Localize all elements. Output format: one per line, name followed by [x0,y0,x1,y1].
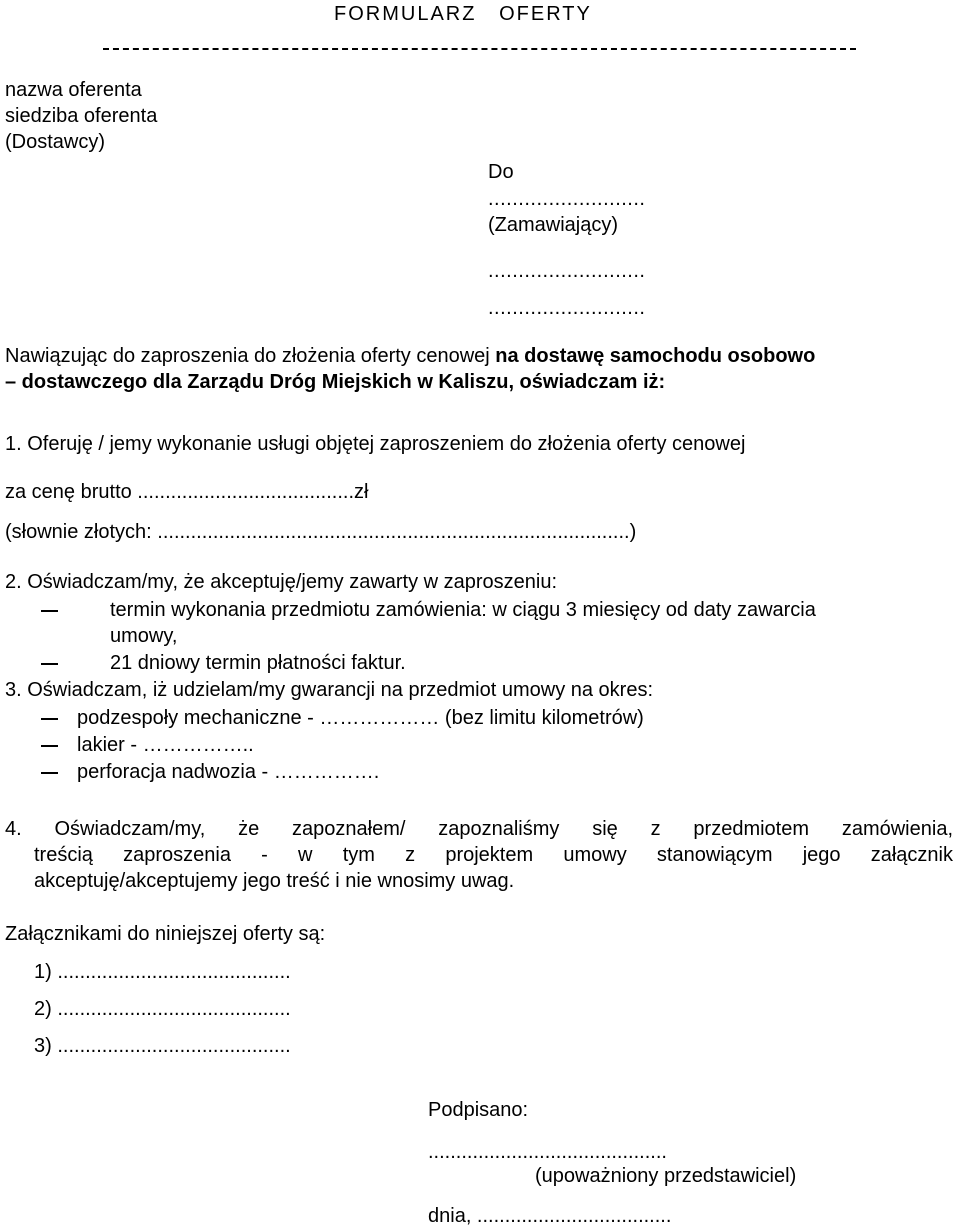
attachment-item-2: 2) .......................................... [34,998,291,1020]
client-label: (Zamawiający) [488,214,619,236]
point-2-item-2: 21 dniowy termin płatności faktur. [110,652,406,674]
bidder-seat-label: siedziba oferenta [5,105,158,127]
point-3-item-1: podzespoły mechaniczne - ……………… (bez limitu kilometrów) [77,707,644,729]
point-3-item-2: lakier - …………….. [77,734,254,756]
signed-label: Podpisano: [428,1099,529,1121]
to-label: Do [488,161,514,183]
point-4-line-1: 4. Oświadczam/my, że zapoznałem/ zapoznaliśmy się z przedmiotem zamówienia, [5,818,953,840]
bidder-name-label: nazwa oferenta [5,79,142,101]
point-4-line-3: akceptuję/akceptujemy jego treść i nie wnosimy uwag. [34,870,515,892]
addressee-dots-1: .......................... [488,188,646,210]
point-2-item-1: termin wykonania przedmiotu zamówienia: w ciągu 3 miesięcy od daty zawarcia [110,599,816,621]
list-dash [41,745,58,747]
intro-bold-1: na dostawę samochodu osobowo [495,345,816,367]
representative-label: (upoważniony przedstawiciel) [535,1165,797,1187]
list-dash [41,663,58,665]
supplier-label: (Dostawcy) [5,131,106,153]
list-dash [41,718,58,720]
addressee-dots-3: .......................... [488,297,646,319]
intro-bold-2: – dostawczego dla Zarządu Dróg Miejskich w Kaliszu, oświadczam iż: [5,371,666,393]
signature-dots: ........................................... [428,1141,667,1163]
addressee-dots-2: .......................... [488,260,646,282]
attachments-heading: Załącznikami do niniejszej oferty są: [5,923,326,945]
page-title: FORMULARZ OFERTY [334,3,592,25]
point-1-words: (słownie złotych: .....................................................................................) [5,521,637,543]
attachment-item-3: 3) .......................................... [34,1035,291,1057]
point-2-item-1-cont: umowy, [110,625,178,647]
point-1-text: 1. Oferuję / jemy wykonanie usługi objętej zaproszeniem do złożenia oferty cenowej [5,433,746,455]
list-dash [41,772,58,774]
date-label: dnia, ................................... [428,1205,672,1227]
title-underline [103,48,856,50]
intro-paragraph [5,346,815,366]
point-3-item-3: perforacja nadwozia - ……………. [77,761,380,783]
point-3-text: 3. Oświadczam, iż udzielam/my gwarancji na przedmiot umowy na okres: [5,679,654,701]
intro-text: Nawiązując do zaproszenia do złożenia oferty cenowej [5,345,496,367]
point-2-text: 2. Oświadczam/my, że akceptuję/jemy zawarty w zaproszeniu: [5,571,558,593]
point-1-price: za cenę brutto .......................................zł [5,481,369,503]
list-dash [41,610,58,612]
attachment-item-1: 1) .......................................... [34,961,291,983]
point-4-line-2: treścią zaproszenia - w tym z projektem umowy stanowiącym jego załącznik [34,844,953,866]
